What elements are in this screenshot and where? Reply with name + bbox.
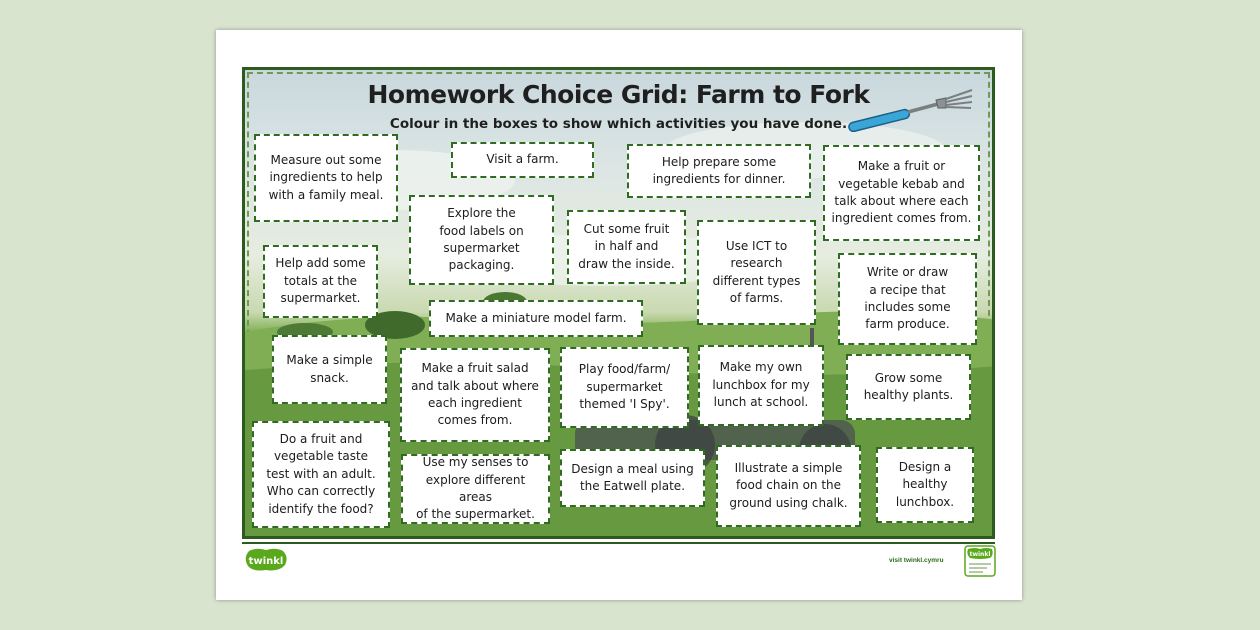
svg-text:twinkl: twinkl xyxy=(248,556,284,567)
footer-divider xyxy=(242,542,995,544)
activity-box[interactable]: Make my own lunchbox for my lunch at school. xyxy=(698,345,824,426)
activity-box[interactable]: Help add some totals at the supermarket. xyxy=(263,245,378,318)
activity-box[interactable]: Help prepare some ingredients for dinner. xyxy=(627,144,811,198)
activity-box[interactable]: Make a simple snack. xyxy=(272,335,387,404)
activity-box[interactable]: Illustrate a simple food chain on the ground using chalk. xyxy=(716,445,861,527)
activity-box[interactable]: Visit a farm. xyxy=(451,142,594,178)
fork-icon xyxy=(846,86,974,132)
twinkl-logo-icon xyxy=(243,547,289,573)
activity-box[interactable]: Make a miniature model farm. xyxy=(429,300,643,337)
quality-badge-icon xyxy=(964,545,996,577)
website-link[interactable]: visit twinkl.cymru xyxy=(889,557,944,564)
activity-box[interactable]: Use ICT to research different types of farms. xyxy=(697,220,816,325)
activity-box[interactable]: Play food/farm/ supermarket themed 'I Spy'. xyxy=(560,347,689,428)
activity-box[interactable]: Make a fruit or vegetable kebab and talk about where each ingredient comes from. xyxy=(823,145,980,241)
activity-box[interactable]: Explore the food labels on supermarket packaging. xyxy=(409,195,554,285)
activity-box[interactable]: Design a healthy lunchbox. xyxy=(876,447,974,523)
activity-box[interactable]: Measure out some ingredients to help with a family meal. xyxy=(254,134,398,222)
activity-box[interactable]: Write or draw a recipe that includes some farm produce. xyxy=(838,253,977,345)
svg-text:twinkl: twinkl xyxy=(969,551,991,558)
activity-box[interactable]: Grow some healthy plants. xyxy=(846,354,971,420)
page-subtitle: Colour in the boxes to show which activities you have done. xyxy=(389,116,848,132)
activity-box[interactable]: Do a fruit and vegetable taste test with an adult. Who can correctly identify the food? xyxy=(252,421,390,528)
activity-box[interactable]: Design a meal using the Eatwell plate. xyxy=(560,449,705,507)
activity-box[interactable]: Make a fruit salad and talk about where each ingredient comes from. xyxy=(400,348,550,442)
page-title: Homework Choice Grid: Farm to Fork xyxy=(367,80,870,109)
activity-box[interactable]: Cut some fruit in half and draw the inside. xyxy=(567,210,686,284)
activity-box[interactable]: Use my senses to explore different areas of the supermarket. xyxy=(401,454,550,524)
